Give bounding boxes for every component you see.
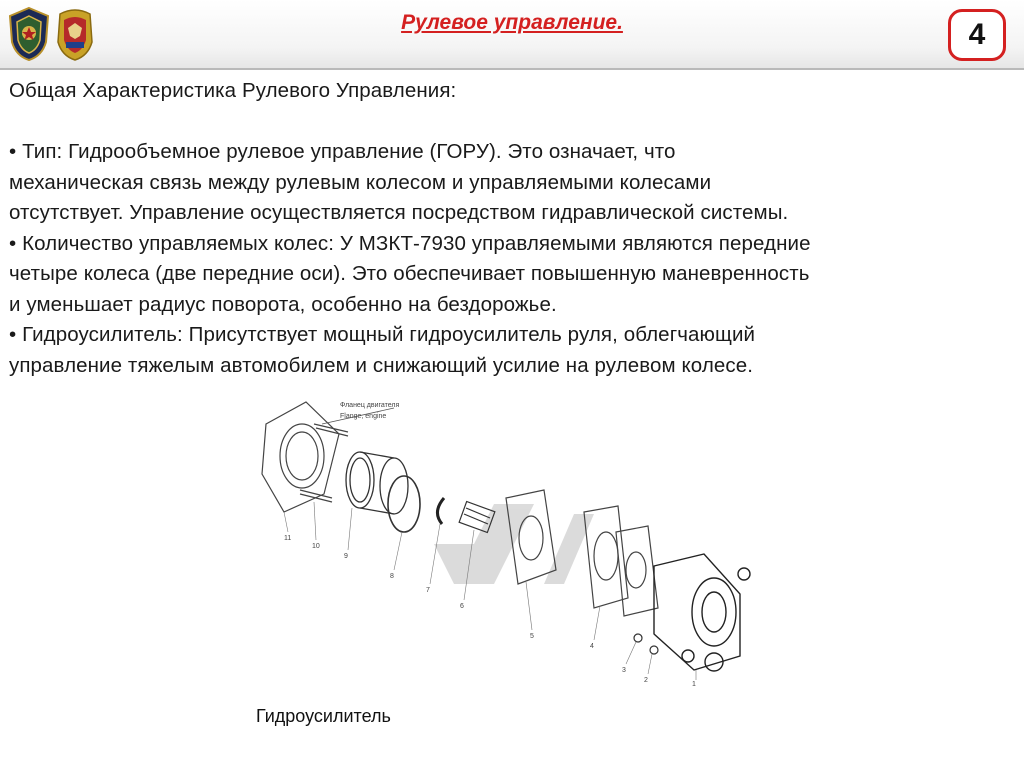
power-steering-exploded-diagram	[244, 394, 760, 688]
bolts	[634, 634, 658, 654]
part-number: 3	[622, 667, 626, 674]
retaining-clip	[437, 498, 444, 524]
slide-title: Рулевое управление.	[401, 11, 623, 34]
bullet-line: отсутствует. Управление осуществляется посредством гидравлической системы.	[9, 201, 789, 224]
slide-header	[0, 0, 1024, 70]
bullet-line: управление тяжелым автомобилем и снижающий усилие на рулевом колесе.	[9, 353, 754, 377]
part-number: 11	[284, 535, 292, 542]
bullet-line: • Тип: Гидрообъемное рулевое управление (ГОРУ). Это означает, что	[9, 140, 676, 163]
bullet-line: механическая связь между рулевым колесом и управляемыми колесами	[9, 170, 712, 194]
slide-body	[9, 76, 1014, 381]
watermark-logo	[434, 504, 594, 584]
part-number: 8	[390, 573, 394, 580]
flange-label-ru: Фланец двигателя	[340, 402, 400, 409]
engine-flange	[262, 402, 348, 512]
coupling-sleeve	[346, 452, 408, 514]
part-number: 4	[590, 643, 594, 650]
adapter-plate	[584, 506, 658, 616]
slide-number-badge: 4	[948, 9, 1006, 61]
section-heading: Общая Характеристика Рулевого Управления:	[9, 79, 457, 102]
diagram-drawing	[244, 394, 760, 688]
figure-caption: Гидроусилитель	[256, 706, 391, 726]
bullet-line: • Гидроусилитель: Присутствует мощный гидроусилитель руля, облегчающий	[9, 323, 756, 346]
bullet-line: четыре колеса (две передние оси). Это обеспечивает повышенную маневренность	[9, 262, 810, 285]
hydraulic-pump	[654, 554, 750, 671]
snap-ring	[388, 476, 420, 532]
part-number: 6	[460, 603, 464, 610]
bullet-line: и уменьшает радиус поворота, особенно на бездорожье.	[9, 292, 557, 316]
flange-label-en: Flange, engine	[340, 413, 387, 420]
part-number: 5	[530, 633, 534, 640]
part-number: 2	[644, 677, 648, 684]
part-number: 7	[426, 587, 430, 594]
part-number: 1	[692, 681, 696, 688]
part-number: 10	[312, 543, 320, 550]
part-number: 9	[344, 553, 348, 560]
bullet-line: • Количество управляемых колес: У МЗКТ-7930 управляемыми являются передние	[9, 231, 811, 255]
